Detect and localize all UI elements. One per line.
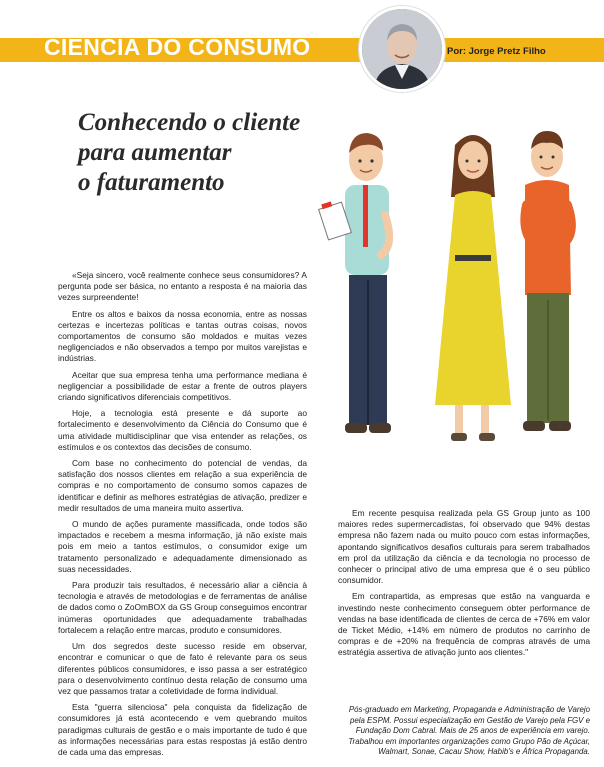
author-portrait-icon: [362, 9, 442, 89]
man-with-clipboard-figure: [319, 133, 391, 433]
author-bio: Pós-graduado em Marketing, Propaganda e Administração de Varejo pela ESPM. Possui especialização em Gestão de Varejo pela FGV e Fundação Dom Cabral. Mais de 25 anos de experiência em varejo. Trabalhou em importantes organizações como Grupo Pão de Açúcar, Walmart, Sonae, Cacau Show, Habib's e África Propaganda.: [348, 705, 590, 757]
article-headline: [78, 108, 338, 198]
paragraph: Para produzir tais resultados, é necessário aliar a ciência à tecnologia e através de metodologias e de ferramentas de análise de dados como o ZoOmBOX da GS Group conseguimos encontrar inúmeras oportunidades que adequadamente trabalhadas fortalecem a relação entre marcas, produto e consumidores.: [58, 580, 307, 635]
headline-line: Conhecendo o cliente: [78, 109, 301, 136]
paragraph: Aceitar que sua empresa tenha uma performance mediana é negligenciar a possibilidade de estar a frente de outros players criando significativos diferenciais competitivos.: [58, 369, 307, 403]
paragraph: Entre os altos e baixos da nossa economia, entre as nossas certezas e incertezas políticas e tantas outras coisas, novos comportamentos de consumo são moldados e muitas vezes negligenciados e não observados a tempo por muitos varejistas e indústrias.: [58, 308, 307, 364]
article-body-right: [338, 508, 590, 664]
paragraph: Hoje, a tecnologia está presente e dá suporte ao fortalecimento e desenvolvimento da Ciência do Consumo que é uma atividade multidisciplinar que visa entender as relações, os estímulos e os contextos das decisões de consumo.: [58, 408, 307, 452]
section-title: CIÊNCIA DO CONSUMO: [44, 34, 311, 60]
paragraph: Esta "guerra silenciosa" pela conquista da fidelização de consumidores já está acontecendo e vem quebrando muitos paradigmas culturais de gestão e o mais importante de tudo é que as informações necessárias para estas respostas já estão dentro de cada uma das empresas.: [58, 702, 307, 757]
paragraph: Em recente pesquisa realizada pela GS Group junto as 100 maiores redes supermercadistas, foi observado que 94% destas empresa não fazem nada ou muito pouco com estas informações, apontando significativos desafios culturais para serem trabalhados em prol da utilização da ciência e da tecnologia no processo de conhecer o principal ativo de uma empresa que é o seu público consumidor.: [338, 508, 590, 586]
man-orange-shirt-figure: [523, 131, 571, 431]
author-photo: [359, 6, 445, 92]
headline-line: o faturamento: [78, 169, 225, 196]
paragraph: «Seja sincero, você realmente conhece seus consumidores? A pergunta pode ser básica, no entanto a resposta é na maioria das vezes surpreendente!: [58, 270, 307, 303]
headline-line: para aumentar: [78, 139, 232, 166]
paragraph: Um dos segredos deste sucesso reside em observar, encontrar e comunicar o que de fato é relevante para os seus diferentes públicos consumidores, e isso passa a ser estratégico para o desenvolvimento contínuo desta relação de consumo uma vez que passamos tratar a coletividade de forma individual.: [58, 641, 307, 696]
paragraph: Em contrapartida, as empresas que estão na vanguarda e investindo neste conhecimento conseguem obter performance de vendas na base identificada de clientes de cerca de +76% em valor de Ticket Médio, +14% em número de produtos no carrinho de compras e de +20% na frequência de compras através de uma estratégia assertiva de ativação junto aos clientes.": [338, 591, 590, 658]
article-body-left: [58, 270, 307, 763]
author-byline: Por: Jorge Pretz Filho: [447, 46, 546, 57]
three-people-illustration: [315, 105, 597, 465]
woman-yellow-dress-figure: [435, 135, 511, 441]
paragraph: O mundo de ações puramente massificada, onde todos são impactados e recebem a mesma informação, já não existe mais pois em meio a tantos estímulos, o consumidor exige um tratamento personalizado e adequadamente dimensionado as suas necessidades.: [58, 519, 307, 574]
paragraph: Com base no conhecimento do potencial de vendas, da satisfação dos nossos clientes em relação a sua experiência de compras e no comportamento de consumo somos capazes de identificar e definir as melhores estratégias de ativação, predizer e medir resultados de uma maneira muito assertiva.: [58, 458, 307, 513]
